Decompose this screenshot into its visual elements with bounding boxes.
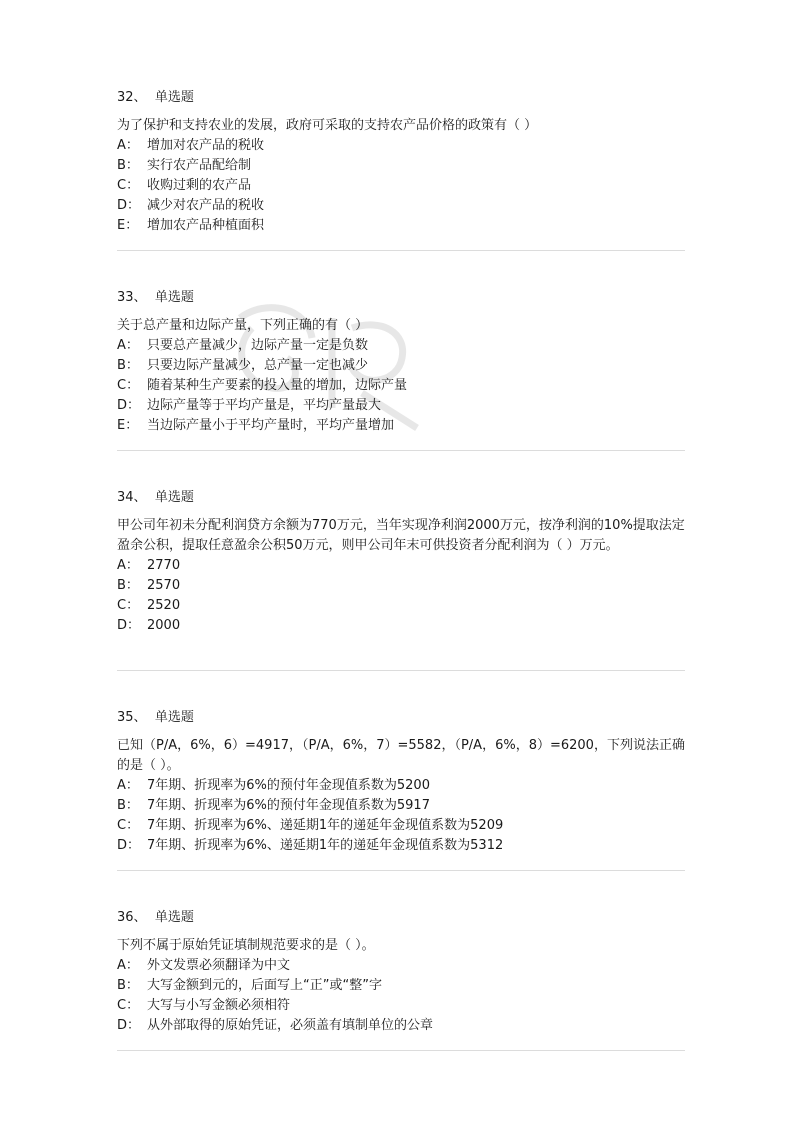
question-stem: 已知（P/A，6%，6）=4917，（P/A，6%，7）=5582，（P/A，6%，8）=6200，下列说法正确的是（ ）。 <box>117 738 685 773</box>
question-number: 34 <box>117 490 134 505</box>
option-b[interactable]: B： 实行农产品配给制 <box>117 158 252 173</box>
option-a[interactable]: A： 外文发票必须翻译为中文 <box>117 958 291 973</box>
question-number: 33 <box>117 290 134 305</box>
question-number: 36 <box>117 910 134 925</box>
question-34 <box>117 488 687 636</box>
option-c[interactable]: C： 7年期、折现率为6%、递延期1年的递延年金现值系数为5209 <box>117 818 504 833</box>
divider <box>117 670 685 671</box>
option-c[interactable]: C： 随着某种生产要素的投入量的增加，边际产量 <box>117 378 408 393</box>
divider <box>117 1050 685 1051</box>
question-33 <box>117 288 687 436</box>
question-35 <box>117 708 687 856</box>
divider <box>117 450 685 451</box>
option-a[interactable]: A： 2770 <box>117 558 181 573</box>
divider <box>117 250 685 251</box>
option-e[interactable]: E： 增加农产品种植面积 <box>117 218 265 233</box>
question-header: 35、 单选题 <box>117 710 194 725</box>
option-b[interactable]: B： 7年期、折现率为6%的预付年金现值系数为5917 <box>117 798 430 813</box>
option-b[interactable]: B： 2570 <box>117 578 181 593</box>
option-a[interactable]: A： 只要总产量减少，边际产量一定是负数 <box>117 338 369 353</box>
question-type: 单选题 <box>154 710 194 725</box>
question-number: 35 <box>117 710 134 725</box>
option-a[interactable]: A： 增加对农产品的税收 <box>117 138 265 153</box>
option-d[interactable]: D： 减少对农产品的税收 <box>117 198 265 213</box>
question-type: 单选题 <box>154 910 194 925</box>
option-b[interactable]: B： 只要边际产量减少，总产量一定也减少 <box>117 358 369 373</box>
option-b[interactable]: B： 大写金额到元的，后面写上“正”或“整”字 <box>117 978 382 993</box>
question-32 <box>117 88 687 236</box>
question-36 <box>117 908 687 1036</box>
question-number: 32 <box>117 90 134 105</box>
question-stem: 下列不属于原始凭证填制规范要求的是（ ）。 <box>117 938 375 953</box>
question-type: 单选题 <box>154 290 194 305</box>
question-type: 单选题 <box>154 490 194 505</box>
option-c[interactable]: C： 2520 <box>117 598 181 613</box>
question-stem: 关于总产量和边际产量，下列正确的有（ ） <box>117 318 369 333</box>
question-stem: 为了保护和支持农业的发展，政府可采取的支持农产品价格的政策有（ ） <box>117 118 538 133</box>
question-header: 33、 单选题 <box>117 290 194 305</box>
option-c[interactable]: C： 大写与小写金额必须相符 <box>117 998 291 1013</box>
option-d[interactable]: D： 2000 <box>117 618 181 633</box>
question-header: 32、 单选题 <box>117 90 194 105</box>
question-header: 36、 单选题 <box>117 910 194 925</box>
option-d[interactable]: D： 从外部取得的原始凭证，必须盖有填制单位的公章 <box>117 1018 434 1033</box>
option-e[interactable]: E： 当边际产量小于平均产量时，平均产量增加 <box>117 418 395 433</box>
question-stem: 甲公司年初未分配利润贷方余额为770万元，当年实现净利润2000万元，按净利润的10%提取法定盈余公积，提取任意盈余公积50万元，则甲公司年末可供投资者分配利润为（ ）万元。 <box>117 518 685 553</box>
question-header: 34、 单选题 <box>117 490 194 505</box>
option-d[interactable]: D： 边际产量等于平均产量是，平均产量最大 <box>117 398 382 413</box>
option-d[interactable]: D： 7年期、折现率为6%、递延期1年的递延年金现值系数为5312 <box>117 838 504 853</box>
option-a[interactable]: A： 7年期、折现率为6%的预付年金现值系数为5200 <box>117 778 430 793</box>
divider <box>117 870 685 871</box>
option-c[interactable]: C： 收购过剩的农产品 <box>117 178 252 193</box>
question-type: 单选题 <box>154 90 194 105</box>
